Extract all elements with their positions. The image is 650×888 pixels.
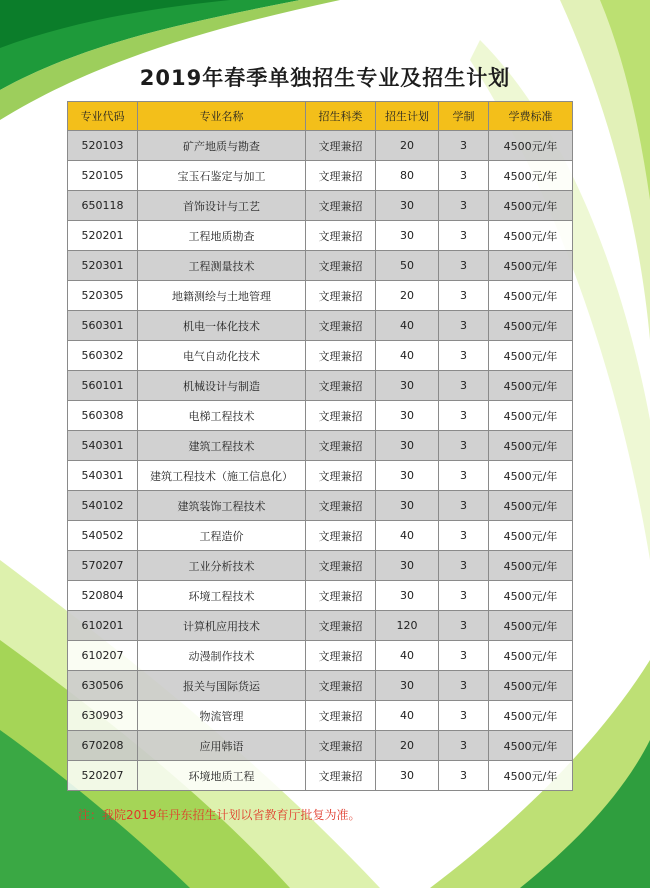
cell-quota: 80	[376, 161, 439, 191]
table-row	[68, 641, 573, 671]
cell-category: 文理兼招	[306, 341, 376, 371]
cell-category: 文理兼招	[306, 671, 376, 701]
cell-major-code: 520103	[68, 131, 138, 161]
cell-duration: 3	[439, 671, 489, 701]
cell-major-name: 电梯工程技术	[138, 401, 306, 431]
cell-major-name: 电气自动化技术	[138, 341, 306, 371]
cell-duration: 3	[439, 371, 489, 401]
table-row	[68, 341, 573, 371]
cell-duration: 3	[439, 161, 489, 191]
table-row	[68, 131, 573, 161]
cell-major-name: 报关与国际货运	[138, 671, 306, 701]
cell-major-name: 矿产地质与勘查	[138, 131, 306, 161]
cell-major-name: 工程测量技术	[138, 251, 306, 281]
cell-major-name: 计算机应用技术	[138, 611, 306, 641]
cell-major-code: 520105	[68, 161, 138, 191]
cell-major-name: 首饰设计与工艺	[138, 191, 306, 221]
table-row	[68, 761, 573, 791]
table-row	[68, 281, 573, 311]
cell-tuition: 4500元/年	[489, 671, 573, 701]
cell-duration: 3	[439, 221, 489, 251]
cell-major-code: 650118	[68, 191, 138, 221]
cell-major-code: 520305	[68, 281, 138, 311]
cell-category: 文理兼招	[306, 491, 376, 521]
cell-duration: 3	[439, 491, 489, 521]
cell-major-code: 670208	[68, 731, 138, 761]
table-row	[68, 401, 573, 431]
cell-duration: 3	[439, 311, 489, 341]
cell-category: 文理兼招	[306, 311, 376, 341]
cell-category: 文理兼招	[306, 761, 376, 791]
table-row	[68, 221, 573, 251]
cell-major-code: 540301	[68, 461, 138, 491]
table-row	[68, 551, 573, 581]
table-row	[68, 701, 573, 731]
cell-tuition: 4500元/年	[489, 731, 573, 761]
table-row	[68, 191, 573, 221]
cell-quota: 30	[376, 551, 439, 581]
cell-category: 文理兼招	[306, 551, 376, 581]
cell-category: 文理兼招	[306, 401, 376, 431]
cell-quota: 30	[376, 461, 439, 491]
table-row	[68, 371, 573, 401]
footnote: 注：我院2019年丹东招生计划以省教育厅批复为准。	[78, 808, 361, 822]
cell-quota: 120	[376, 611, 439, 641]
table-row	[68, 611, 573, 641]
table-row	[68, 161, 573, 191]
page-title: 2019年春季单独招生专业及招生计划	[139, 66, 511, 90]
cell-duration: 3	[439, 461, 489, 491]
cell-category: 文理兼招	[306, 701, 376, 731]
cell-tuition: 4500元/年	[489, 551, 573, 581]
cell-tuition: 4500元/年	[489, 521, 573, 551]
cell-major-name: 应用韩语	[138, 731, 306, 761]
header-major-name: 专业名称	[138, 102, 306, 131]
cell-tuition: 4500元/年	[489, 341, 573, 371]
table-row	[68, 461, 573, 491]
cell-category: 文理兼招	[306, 161, 376, 191]
table-row	[68, 671, 573, 701]
cell-quota: 30	[376, 671, 439, 701]
cell-tuition: 4500元/年	[489, 611, 573, 641]
cell-duration: 3	[439, 611, 489, 641]
cell-category: 文理兼招	[306, 461, 376, 491]
cell-tuition: 4500元/年	[489, 311, 573, 341]
cell-category: 文理兼招	[306, 281, 376, 311]
cell-major-code: 520804	[68, 581, 138, 611]
cell-category: 文理兼招	[306, 641, 376, 671]
cell-major-name: 建筑工程技术（施工信息化）	[138, 461, 306, 491]
cell-quota: 40	[376, 701, 439, 731]
cell-duration: 3	[439, 431, 489, 461]
cell-quota: 30	[376, 191, 439, 221]
cell-tuition: 4500元/年	[489, 461, 573, 491]
cell-major-code: 540301	[68, 431, 138, 461]
cell-quota: 30	[376, 431, 439, 461]
cell-quota: 20	[376, 131, 439, 161]
header-category: 招生科类	[306, 102, 376, 131]
cell-major-name: 工业分析技术	[138, 551, 306, 581]
table-header-row	[68, 102, 573, 131]
table-row	[68, 311, 573, 341]
cell-major-name: 宝玉石鉴定与加工	[138, 161, 306, 191]
cell-major-code: 610201	[68, 611, 138, 641]
cell-major-code: 540102	[68, 491, 138, 521]
cell-major-code: 540502	[68, 521, 138, 551]
cell-quota: 40	[376, 521, 439, 551]
cell-quota: 40	[376, 641, 439, 671]
cell-duration: 3	[439, 551, 489, 581]
header-quota: 招生计划	[376, 102, 439, 131]
cell-quota: 30	[376, 401, 439, 431]
cell-major-name: 工程造价	[138, 521, 306, 551]
cell-major-code: 560308	[68, 401, 138, 431]
cell-major-name: 工程地质勘查	[138, 221, 306, 251]
cell-duration: 3	[439, 641, 489, 671]
cell-tuition: 4500元/年	[489, 581, 573, 611]
cell-major-code: 610207	[68, 641, 138, 671]
cell-major-name: 建筑装饰工程技术	[138, 491, 306, 521]
cell-major-code: 630506	[68, 671, 138, 701]
cell-major-name: 机械设计与制造	[138, 371, 306, 401]
cell-major-name: 动漫制作技术	[138, 641, 306, 671]
cell-duration: 3	[439, 341, 489, 371]
table-row	[68, 491, 573, 521]
cell-tuition: 4500元/年	[489, 431, 573, 461]
cell-major-name: 地籍测绘与土地管理	[138, 281, 306, 311]
cell-major-code: 560302	[68, 341, 138, 371]
cell-category: 文理兼招	[306, 191, 376, 221]
cell-duration: 3	[439, 191, 489, 221]
cell-duration: 3	[439, 731, 489, 761]
cell-quota: 30	[376, 581, 439, 611]
cell-duration: 3	[439, 761, 489, 791]
cell-major-code: 570207	[68, 551, 138, 581]
table-row	[68, 731, 573, 761]
cell-major-code: 520201	[68, 221, 138, 251]
cell-tuition: 4500元/年	[489, 491, 573, 521]
cell-tuition: 4500元/年	[489, 251, 573, 281]
cell-quota: 30	[376, 221, 439, 251]
cell-category: 文理兼招	[306, 731, 376, 761]
cell-major-name: 建筑工程技术	[138, 431, 306, 461]
cell-duration: 3	[439, 581, 489, 611]
cell-quota: 30	[376, 491, 439, 521]
cell-tuition: 4500元/年	[489, 131, 573, 161]
cell-tuition: 4500元/年	[489, 191, 573, 221]
cell-major-code: 560301	[68, 311, 138, 341]
enrollment-plan-table	[67, 101, 573, 791]
cell-duration: 3	[439, 401, 489, 431]
cell-quota: 20	[376, 731, 439, 761]
cell-duration: 3	[439, 131, 489, 161]
cell-category: 文理兼招	[306, 581, 376, 611]
cell-quota: 20	[376, 281, 439, 311]
cell-duration: 3	[439, 251, 489, 281]
cell-major-code: 630903	[68, 701, 138, 731]
header-tuition: 学费标准	[489, 102, 573, 131]
header-duration: 学制	[439, 102, 489, 131]
cell-major-name: 物流管理	[138, 701, 306, 731]
cell-major-name: 环境地质工程	[138, 761, 306, 791]
cell-major-code: 560101	[68, 371, 138, 401]
table-row	[68, 431, 573, 461]
cell-category: 文理兼招	[306, 251, 376, 281]
cell-major-name: 机电一体化技术	[138, 311, 306, 341]
cell-tuition: 4500元/年	[489, 761, 573, 791]
cell-duration: 3	[439, 521, 489, 551]
table-row	[68, 581, 573, 611]
cell-duration: 3	[439, 281, 489, 311]
cell-major-code: 520207	[68, 761, 138, 791]
cell-tuition: 4500元/年	[489, 371, 573, 401]
cell-quota: 40	[376, 341, 439, 371]
cell-quota: 30	[376, 371, 439, 401]
cell-major-name: 环境工程技术	[138, 581, 306, 611]
table-row	[68, 251, 573, 281]
cell-category: 文理兼招	[306, 371, 376, 401]
header-major-code: 专业代码	[68, 102, 138, 131]
cell-quota: 30	[376, 761, 439, 791]
cell-tuition: 4500元/年	[489, 641, 573, 671]
cell-quota: 50	[376, 251, 439, 281]
cell-category: 文理兼招	[306, 521, 376, 551]
cell-tuition: 4500元/年	[489, 161, 573, 191]
cell-tuition: 4500元/年	[489, 701, 573, 731]
cell-major-code: 520301	[68, 251, 138, 281]
cell-tuition: 4500元/年	[489, 281, 573, 311]
cell-category: 文理兼招	[306, 611, 376, 641]
cell-duration: 3	[439, 701, 489, 731]
cell-category: 文理兼招	[306, 221, 376, 251]
cell-tuition: 4500元/年	[489, 401, 573, 431]
cell-category: 文理兼招	[306, 431, 376, 461]
cell-quota: 40	[376, 311, 439, 341]
table-row	[68, 521, 573, 551]
cell-category: 文理兼招	[306, 131, 376, 161]
cell-tuition: 4500元/年	[489, 221, 573, 251]
